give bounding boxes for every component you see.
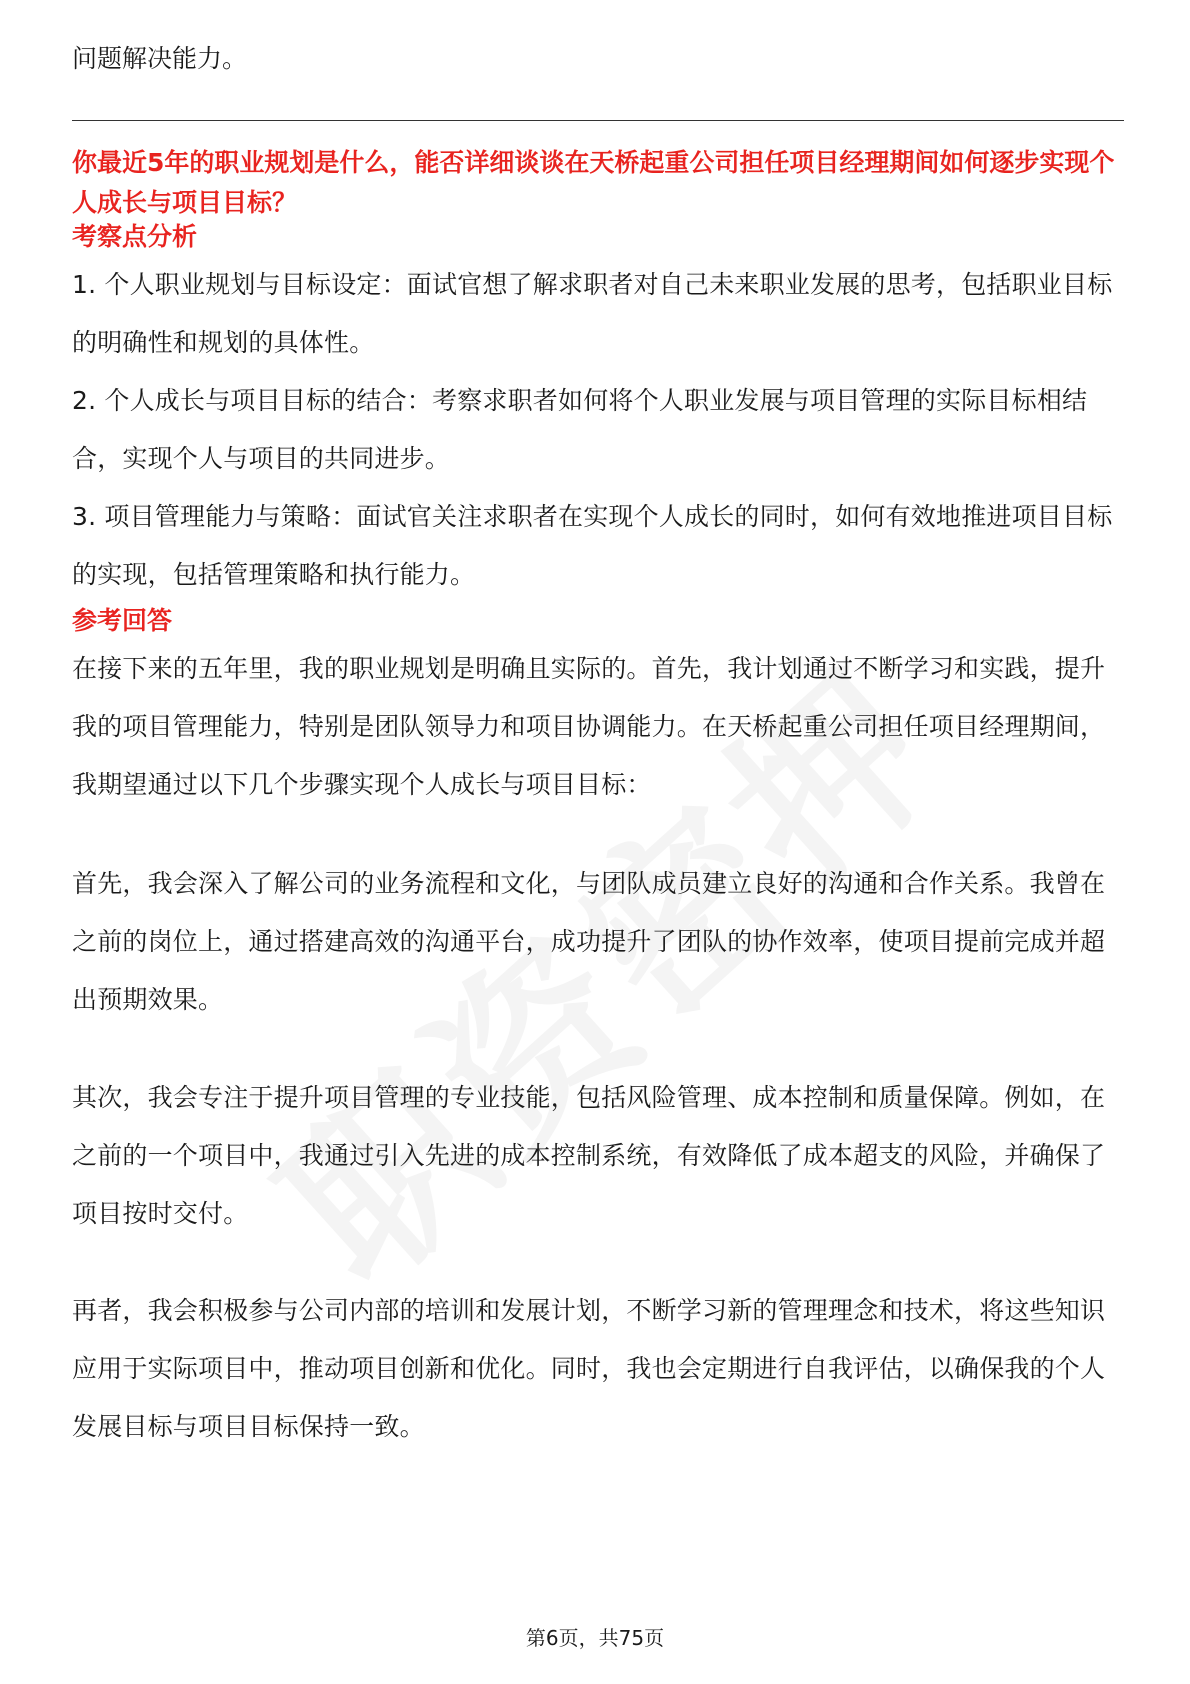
analysis-item-1: 1. 个人职业规划与目标设定：面试官想了解求职者对自己未来职业发展的思考，包括职业目标的明确性和规划的具体性。: [72, 270, 1113, 357]
page-number-footer: 第6页，共75页: [525, 1626, 665, 1650]
answer-text: 在接下来的五年里，我的职业规划是明确且实际的。首先，我计划通过不断学习和实践，提升我的项目管理能力，特别是团队领导力和项目协调能力。在天桥起重公司担任项目经理期间，我期望通过以下几个步骤实现个人成长与项目目标：: [72, 654, 1106, 799]
carryover-text: 问题解决能力。: [72, 44, 248, 73]
answer-title: 参考回答: [72, 606, 173, 635]
analysis-list: [72, 256, 1124, 604]
answer-text: 再者，我会积极参与公司内部的培训和发展计划，不断学习新的管理理念和技术，将这些知识应用于实际项目中，推动项目创新和优化。同时，我也会定期进行自我评估，以确保我的个人发展目标与项目目标保持一致。: [72, 1296, 1106, 1441]
answer-paragraph-3: [72, 1069, 1124, 1243]
section-divider: [72, 120, 1124, 121]
answer-text: 首先，我会深入了解公司的业务流程和文化，与团队成员建立良好的沟通和合作关系。我曾在之前的岗位上，通过搭建高效的沟通平台，成功提升了团队的协作效率，使项目提前完成并超出预期效果。: [72, 869, 1106, 1014]
answer-paragraph-2: [72, 855, 1124, 1029]
analysis-title: 考察点分析: [72, 222, 198, 251]
analysis-item-2: 2. 个人成长与项目目标的结合：考察求职者如何将个人职业发展与项目管理的实际目标相结合，实现个人与项目的共同进步。: [72, 386, 1088, 473]
answer-paragraph-1: [72, 640, 1124, 814]
question-heading: 你最近5年的职业规划是什么，能否详细谈谈在天桥起重公司担任项目经理期间如何逐步实现个人成长与项目目标？: [72, 148, 1115, 217]
analysis-item-3: 3. 项目管理能力与策略：面试官关注求职者在实现个人成长的同时，如何有效地推进项目目标的实现，包括管理策略和执行能力。: [72, 502, 1113, 589]
answer-paragraph-4: [72, 1282, 1124, 1456]
answer-text: 其次，我会专注于提升项目管理的专业技能，包括风险管理、成本控制和质量保障。例如，在之前的一个项目中，我通过引入先进的成本控制系统，有效降低了成本超支的风险，并确保了项目按时交付。: [72, 1083, 1106, 1228]
document-page: [72, 0, 1124, 1684]
